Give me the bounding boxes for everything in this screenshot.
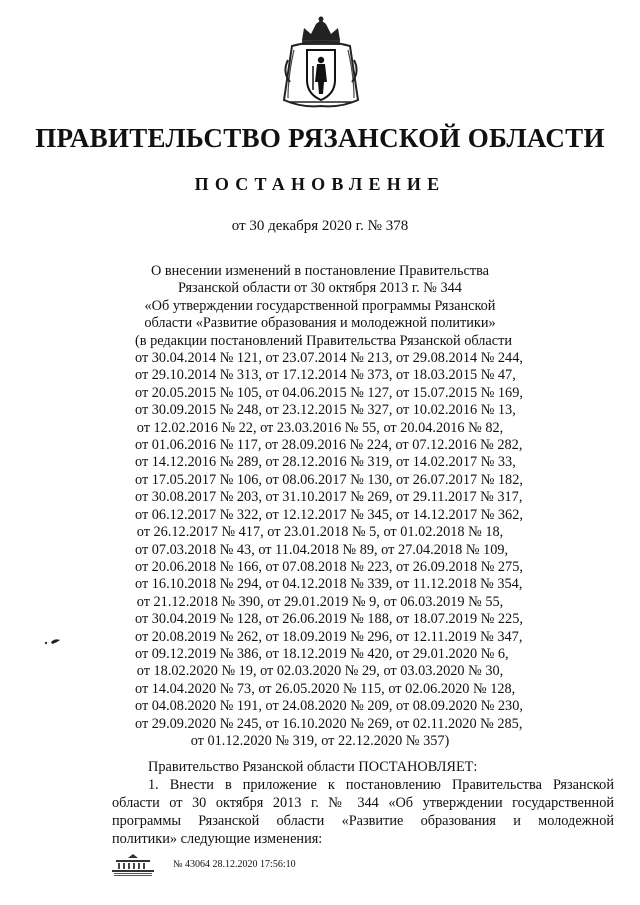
subject-line: от 30.04.2019 № 128, от 26.06.2019 № 188, от 18.07.2019 № 225, xyxy=(135,611,523,628)
subject-line: О внесении изменений в постановление Правительства xyxy=(150,263,490,279)
subject-line: от 21.12.2018 № 390, от 29.01.2019 № 9, от 06.03.2019 № 55, xyxy=(136,593,504,610)
subject-line: от 14.04.2020 № 73, от 26.05.2020 № 115, от 02.06.2020 № 128, xyxy=(135,680,516,697)
subject-line: Рязанской области от 30 октября 2013 г. № 344 xyxy=(178,280,462,297)
subject-line: от 04.08.2020 № 191, от 24.08.2020 № 209, от 08.09.2020 № 230, xyxy=(135,698,523,715)
scan-mark xyxy=(44,636,62,646)
subject-line: от 20.05.2015 № 105, от 04.06.2015 № 127, от 15.07.2015 № 169, xyxy=(135,384,523,401)
item-1-line: политики» следующие изменения: xyxy=(112,831,323,847)
subject-line: от 26.12.2017 № 417, от 23.01.2018 № 5, от 01.02.2018 № 18, xyxy=(136,524,504,541)
subject-line: области «Развитие образования и молодежной политики» xyxy=(144,315,496,332)
subject-line: от 29.09.2020 № 245, от 16.10.2020 № 269, от 02.11.2020 № 285, xyxy=(135,715,523,732)
resolution-line: Правительство Рязанской области ПОСТАНОВЛЯЕТ: xyxy=(148,759,478,775)
subject-line: от 14.12.2016 № 289, от 28.12.2016 № 319, от 14.02.2017 № 33, xyxy=(135,454,516,471)
coat-of-arms-icon xyxy=(280,16,362,112)
item-1-line: 1. Внести в приложение к постановлению Правительства Рязанской xyxy=(148,777,614,793)
document-date-number: от 30 декабря 2020 г. № 378 xyxy=(231,218,409,234)
registration-stamp: № 43064 28.12.2020 17:56:10 xyxy=(173,859,296,870)
subject-line: от 18.02.2020 № 19, от 02.03.2020 № 29, от 03.03.2020 № 30, xyxy=(136,663,504,680)
organization-title: ПРАВИТЕЛЬСТВО РЯЗАНСКОЙ ОБЛАСТИ xyxy=(35,123,605,153)
subject-line: от 12.02.2016 № 22, от 23.03.2016 № 55, от 20.04.2016 № 82, xyxy=(136,419,504,436)
subject-line: от 16.10.2018 № 294, от 04.12.2018 № 339, от 11.12.2018 № 354, xyxy=(135,576,523,593)
subject-line: от 07.03.2018 № 43, от 11.04.2018 № 89, от 27.04.2018 № 109, xyxy=(135,541,509,558)
subject-line: от 17.05.2017 № 106, от 08.06.2017 № 130, от 26.07.2017 № 182, xyxy=(135,471,523,488)
document-type: ПОСТАНОВЛЕНИЕ xyxy=(194,174,446,194)
document-body xyxy=(112,758,614,848)
document-subject xyxy=(135,263,523,750)
subject-line: от 30.09.2015 № 248, от 23.12.2015 № 327, от 10.02.2016 № 13, xyxy=(135,402,516,419)
subject-line: от 01.06.2016 № 117, от 28.09.2016 № 224, от 07.12.2016 № 282, xyxy=(135,437,523,454)
subject-line: от 20.08.2019 № 262, от 18.09.2019 № 296, от 12.11.2019 № 347, xyxy=(135,628,523,645)
subject-line: от 29.10.2014 № 313, от 17.12.2014 № 373, от 18.03.2015 № 47, xyxy=(135,367,516,384)
subject-line: от 30.08.2017 № 203, от 31.10.2017 № 269, от 29.11.2017 № 317, xyxy=(135,489,523,506)
item-1-line: области от 30 октября 2013 г. № 344 «Об утверждении государственной xyxy=(112,795,614,811)
subject-line: (в редакции постановлений Правительства Рязанской области xyxy=(135,332,513,349)
subject-line: «Об утверждении государственной программы Рязанской xyxy=(144,297,496,314)
government-building-icon xyxy=(108,852,158,878)
subject-line: от 09.12.2019 № 386, от 18.12.2019 № 420, от 29.01.2020 № 6, xyxy=(135,645,509,662)
subject-line: от 20.06.2018 № 166, от 07.08.2018 № 223, от 26.09.2018 № 275, xyxy=(135,558,523,575)
subject-line: от 30.04.2014 № 121, от 23.07.2014 № 213, от 29.08.2014 № 244, xyxy=(135,350,523,367)
subject-line: от 06.12.2017 № 322, от 12.12.2017 № 345, от 14.12.2017 № 362, xyxy=(135,506,523,523)
item-1-line: программы Рязанской области «Развитие образования и молодежной xyxy=(112,813,614,829)
subject-line: от 01.12.2020 № 319, от 22.12.2020 № 357) xyxy=(190,732,450,749)
